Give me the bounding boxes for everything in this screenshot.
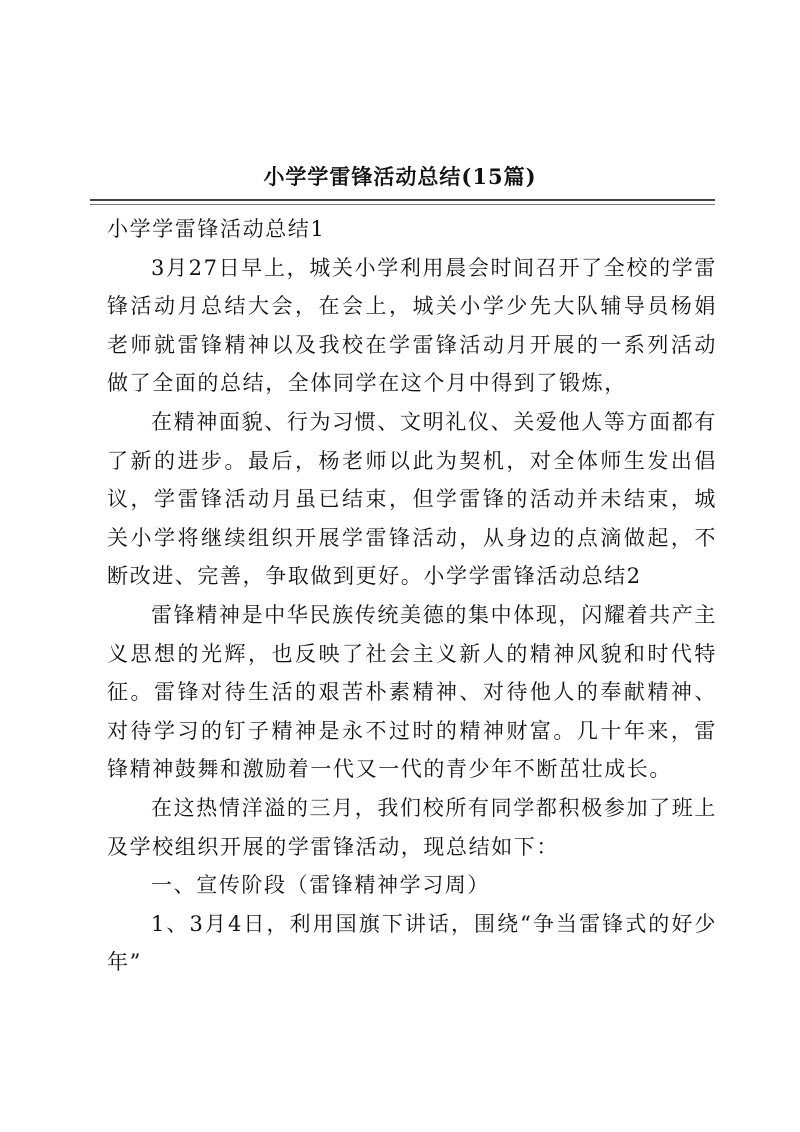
paragraph: 在这热情洋溢的三月，我们校所有同学都积极参加了班上及学校组织开展的学雷锋活动，现总结如下： [107, 795, 717, 859]
title-divider-thick [90, 199, 715, 201]
paragraph: 雷锋精神是中华民族传统美德的集中体现，闪耀着共产主义思想的光辉，也反映了社会主义新人的精神风貌和时代特征。雷锋对待生活的艰苦朴素精神、对待他人的奉献精神、对待学习的钉子精神是永不过时的精神财富。几十年来，雷锋精神鼓舞和激励着一代又一代的青少年不断茁壮成长。 [107, 602, 717, 782]
paragraph: 3月27日早上，城关小学利用晨会时间召开了全校的学雷锋活动月总结大会，在会上，城关小学少先大队辅导员杨娟老师就雷锋精神以及我校在学雷锋活动月开展的一系列活动做了全面的总结，全体同学在这个月中得到了锻炼， [107, 255, 717, 396]
section-heading-1: 小学学雷锋活动总结1 [107, 217, 326, 241]
paragraph: 1、3月4日，利用国旗下讲话，围绕“争当雷锋式的好少年” [107, 911, 717, 975]
document-body [107, 210, 717, 982]
title-divider-thin [90, 204, 715, 205]
paragraph: 在精神面貌、行为习惯、文明礼仪、关爱他人等方面都有了新的进步。最后，杨老师以此为契机，对全体师生发出倡议，学雷锋活动月虽已结束，但学雷锋的活动并未结束，城关小学将继续组织开展学雷锋活动，从身边的点滴做起，不断改进、完善，争取做到更好。小学学雷锋活动总结2 [107, 409, 717, 589]
document-title: 小学学雷锋活动总结(15篇) [263, 164, 537, 189]
subsection-heading: 一、宣传阶段（雷锋精神学习周） [151, 873, 490, 898]
